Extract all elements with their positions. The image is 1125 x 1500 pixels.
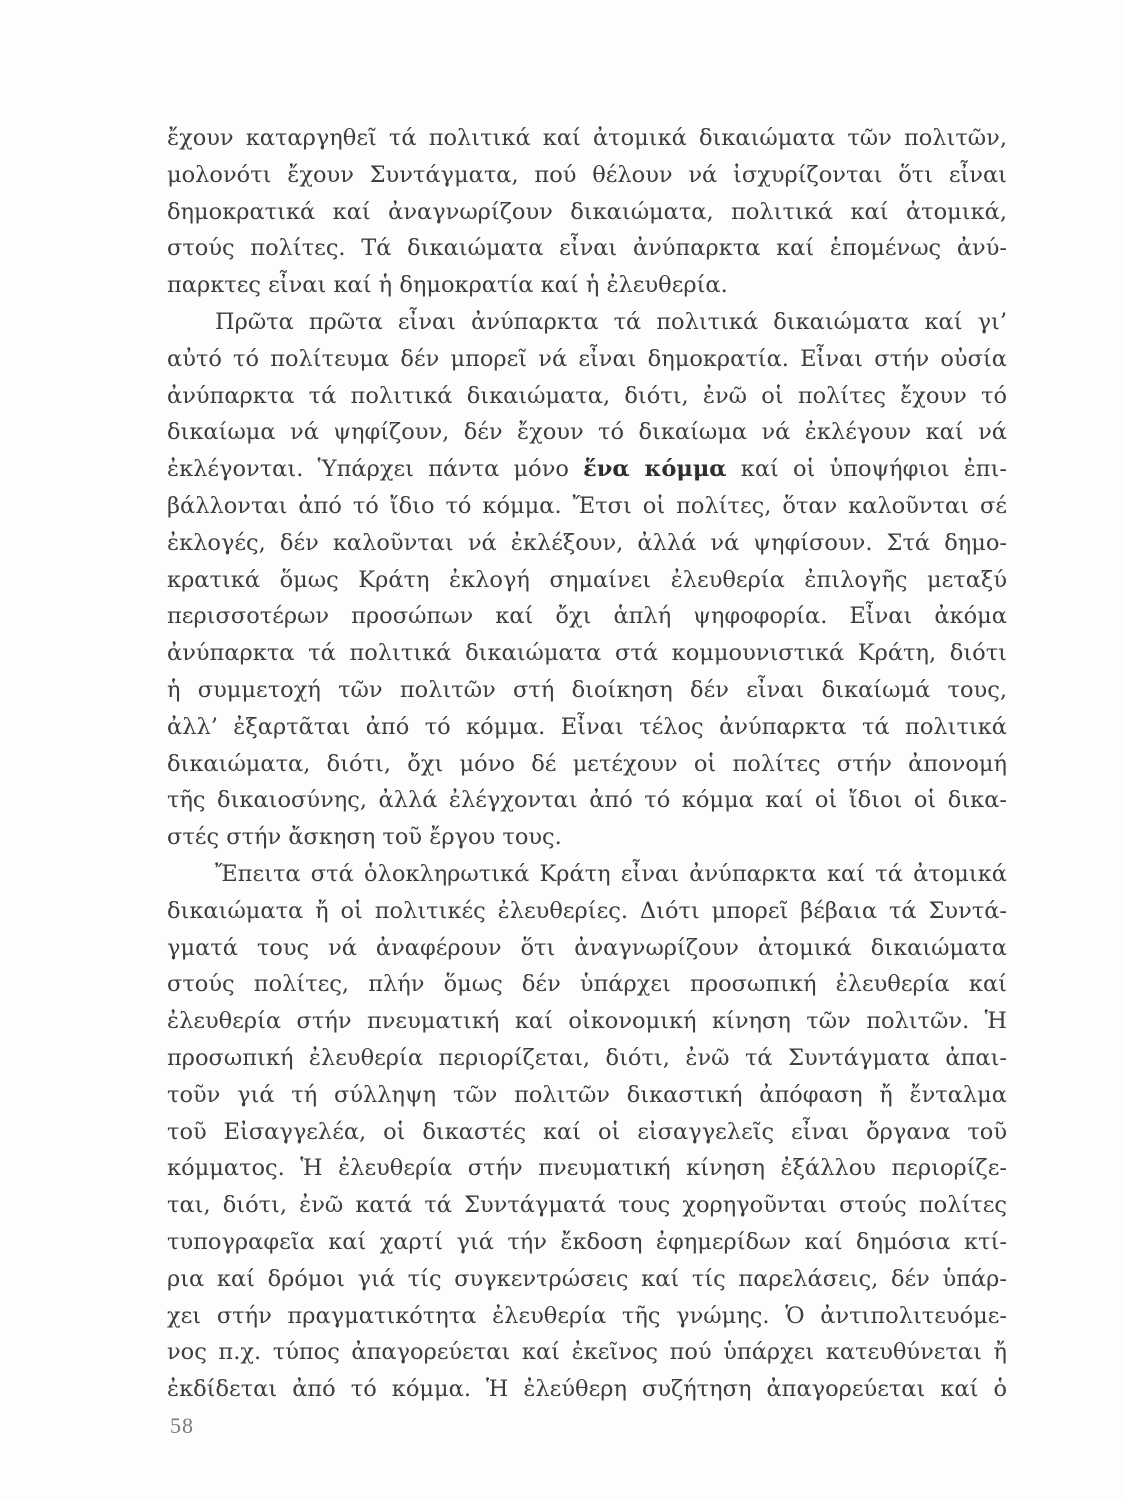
text-line: δικαιώματα, διότι, ὄχι μόνο δέ μετέχουν οἱ πολίτες στήν ἀπονομή — [167, 750, 1007, 777]
text-line: μολονότι ἔχουν Συντάγματα, πού θέλουν νά ἰσχυρίζονται ὅτι εἶναι — [167, 161, 1007, 188]
text-line: αὐτό τό πολίτευμα δέν μπορεῖ νά εἶναι δημοκρατία. Εἶναι στήν οὐσία — [167, 345, 1007, 372]
text-line: κόμματος. Ἡ ἐλευθερία στήν πνευματική κίνηση ἐξάλλου περιορίζε- — [167, 1155, 1007, 1182]
text-segment: ἐκλέγονται. Ὑπάρχει πάντα μόνο — [167, 456, 569, 483]
text-line — [167, 451, 1007, 488]
text-line: ἐλευθερία στήν πνευματική καί οἰκονομική κίνηση τῶν πολιτῶν. Ἡ — [167, 1008, 1007, 1035]
text-line: ἔχουν καταργηθεῖ τά πολιτικά καί ἀτομικά δικαιώματα τῶν πολιτῶν, — [167, 125, 1007, 151]
text-line: τοῦ Εἰσαγγελέα, οἱ δικαστές καί οἱ εἰσαγγελεῖς εἶναι ὄργανα τοῦ — [167, 1118, 1007, 1145]
text-line: ἐκλογές, δέν καλοῦνται νά ἐκλέξουν, ἀλλά νά ψηφίσουν. Στά δημο- — [167, 529, 1007, 556]
text-line: ἀνύπαρκτα τά πολιτικά δικαιώματα, διότι, ἐνῶ οἱ πολίτες ἔχουν τό — [167, 382, 1007, 409]
text-line: βάλλονται ἀπό τό ἴδιο τό κόμμα. Ἔτσι οἱ πολίτες, ὅταν καλοῦνται σέ — [167, 492, 1007, 519]
text-line: τοῦν γιά τή σύλληψη τῶν πολιτῶν δικαστική ἀπόφαση ἤ ἔνταλμα — [167, 1081, 1007, 1108]
text-line: ἀλλ’ ἐξαρτᾶται ἀπό τό κόμμα. Εἶναι τέλος ἀνύπαρκτα τά πολιτικά — [167, 713, 1007, 740]
page-number: 58 — [170, 1413, 194, 1438]
text-line: ται, διότι, ἐνῶ κατά τά Συντάγματά τους χορηγοῦνται στούς πολίτες — [167, 1192, 1007, 1219]
body-text — [167, 120, 1007, 1408]
text-line: χει στήν πραγματικότητα ἐλευθερία τῆς γνώμης. Ὁ ἀντιπολιτευόμε- — [167, 1302, 1007, 1329]
text-line: γματά τους νά ἀναφέρουν ὅτι ἀναγνωρίζουν ἀτομικά δικαιώματα — [167, 934, 1007, 961]
text-line: ρια καί δρόμοι γιά τίς συγκεντρώσεις καί τίς παρελάσεις, δέν ὑπάρ- — [167, 1265, 1007, 1292]
text-line: τῆς δικαιοσύνης, ἀλλά ἐλέγχονται ἀπό τό κόμμα καί οἱ ἴδιοι οἱ δικα- — [167, 787, 1007, 814]
bold-phrase: ἕνα κόμμα — [583, 456, 727, 483]
text-line: δικαίωμα νά ψηφίζουν, δέν ἔχουν τό δικαίωμα νά ἐκλέγουν καί νά — [167, 419, 1007, 446]
text-line: περισσοτέρων προσώπων καί ὄχι ἁπλή ψηφοφορία. Εἶναι ἀκόμα — [167, 603, 1007, 630]
text-line: ἀνύπαρκτα τά πολιτικά δικαιώματα στά κομμουνιστικά Κράτη, διότι — [167, 640, 1007, 667]
text-line: στούς πολίτες. Τά δικαιώματα εἶναι ἀνύπαρκτα καί ἑπομένως ἀνύ- — [167, 235, 1007, 262]
text-line: τυπογραφεῖα καί χαρτί γιά τήν ἔκδοση ἐφημερίδων καί δημόσια κτί- — [167, 1228, 1007, 1255]
text-line: νος π.χ. τύπος ἀπαγορεύεται καί ἐκεῖνος πού ὑπάρχει κατευθύνεται ἤ — [167, 1339, 1007, 1366]
paragraph-start: Πρῶτα πρῶτα εἶναι ἀνύπαρκτα τά πολιτικά δικαιώματα καί γι’ — [215, 308, 1007, 335]
text-segment: καί οἱ ὑποψήφιοι ἐπι- — [740, 456, 1007, 483]
paragraph-start: Ἔπειτα στά ὁλοκληρωτικά Κράτη εἶναι ἀνύπαρκτα καί τά ἀτομικά — [215, 860, 1007, 887]
text-line: ἡ συμμετοχή τῶν πολιτῶν στή διοίκηση δέν εἶναι δικαίωμά τους, — [167, 676, 1007, 703]
text-line: στές στήν ἄσκηση τοῦ ἔργου τους. — [167, 824, 562, 851]
text-line: παρκτες εἶναι καί ἡ δημοκρατία καί ἡ ἐλευθερία. — [167, 272, 728, 299]
text-line: δικαιώματα ἤ οἱ πολιτικές ἐλευθερίες. Διότι μπορεῖ βέβαια τά Συντά- — [167, 897, 1007, 924]
text-line: δημοκρατικά καί ἀναγνωρίζουν δικαιώματα, πολιτικά καί ἀτομικά, — [167, 198, 1007, 225]
text-line: προσωπική ἐλευθερία περιορίζεται, διότι, ἐνῶ τά Συντάγματα ἀπαι- — [167, 1044, 1007, 1071]
text-line: ἐκδίδεται ἀπό τό κόμμα. Ἡ ἐλεύθερη συζήτηση ἀπαγορεύεται καί ὁ — [167, 1376, 1007, 1403]
text-line: κρατικά ὅμως Κράτη ἐκλογή σημαίνει ἐλευθερία ἐπιλογῆς μεταξύ — [167, 566, 1007, 593]
text-line: στούς πολίτες, πλήν ὅμως δέν ὑπάρχει προσωπική ἐλευθερία καί — [167, 971, 1007, 998]
